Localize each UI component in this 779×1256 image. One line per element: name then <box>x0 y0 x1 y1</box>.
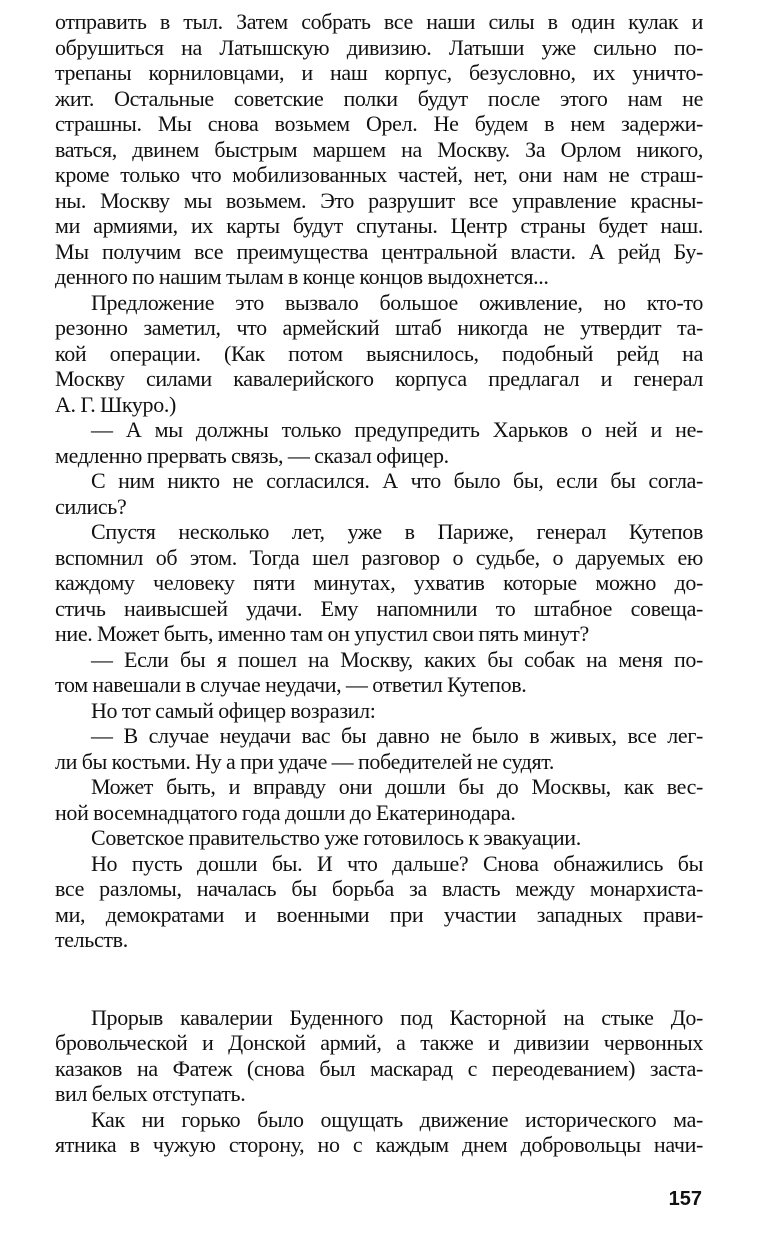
section-break <box>55 953 703 1005</box>
text-line: жит. Остальные советские полки будут после этого нам не <box>55 85 703 111</box>
text-line: Спустя несколько лет, уже в Париже, генерал Кутепов <box>91 519 703 544</box>
text-line: резонно заметил, что армейский штаб никогда не утвердит та- <box>55 315 703 340</box>
text-line: ние. Может быть, именно там он упустил свои пять минут? <box>55 621 589 646</box>
paragraph <box>55 9 703 290</box>
text-line: Мы получим все преимущества центральной власти. А рейд Бу- <box>55 238 703 264</box>
text-line: Советское правительство уже готовилось к эвакуации. <box>91 825 581 850</box>
text-line: ны. Москву мы возьмем. Это разрушит все управление красны- <box>55 187 703 213</box>
text-line: отправить в тыл. Затем собрать все наши силы в один кулак и <box>55 9 703 34</box>
text-line: ваться, двинем быстрым маршем на Москву. За Орлом никого, <box>55 136 703 162</box>
text-line: Предложение это вызвало большое оживление, но кто-то <box>91 289 703 315</box>
text-line: Москву силами кавалерийского корпуса предлагал и генерал <box>55 366 703 391</box>
text-line: ми армиями, их карты будут спутаны. Центр страны будет наш. <box>55 213 703 238</box>
text-line: вспомнил об этом. Тогда шел разговор о судьбе, о даруемых ею <box>55 544 703 570</box>
text-line: ятника в чужую сторону, но с каждым днем добровольцы начи- <box>55 1132 703 1157</box>
book-page-text <box>55 9 703 1158</box>
text-line: — Если бы я пошел на Москву, каких бы собак на меня по- <box>91 646 703 672</box>
paragraph <box>55 519 703 647</box>
text-line: Прорыв кавалерии Буденного под Касторной на стыке До- <box>91 1004 703 1030</box>
text-line: ной восемнадцатого года дошли до Екатеринодара. <box>55 799 516 825</box>
text-line: все разломы, началась бы борьба за власть между монархиста- <box>55 876 703 901</box>
text-line: С ним никто не согласился. А что было бы, если бы согла- <box>91 468 703 493</box>
text-line: стичь наивысшей удачи. Ему напомнили то штабное совеща- <box>55 595 703 621</box>
text-line: каждому человеку пяти минутах, ухватив которые можно до- <box>55 570 703 595</box>
text-line: тельств. <box>55 927 128 952</box>
text-line: бровольческой и Донской армий, а также и дивизии червонных <box>55 1030 703 1055</box>
text-line: Но пусть дошли бы. И что дальше? Снова обнажились бы <box>91 850 703 876</box>
page-number: 157 <box>668 1188 702 1210</box>
text-line: — В случае неудачи вас бы давно не было в живых, все лег- <box>91 723 703 748</box>
text-line: — А мы должны только предупредить Харьков о ней и не- <box>91 417 703 442</box>
paragraph <box>55 1005 703 1107</box>
text-line: том навешали в случае неудачи, — ответил Кутепов. <box>55 672 527 697</box>
text-line: медленно прервать связь, — сказал офицер. <box>55 442 449 468</box>
text-line: Как ни горько было ощущать движение исторического ма- <box>91 1106 703 1132</box>
text-line: кой операции. (Как потом выяснилось, подобный рейд на <box>55 340 703 366</box>
paragraph <box>55 851 703 953</box>
paragraph <box>55 290 703 418</box>
text-line: сились? <box>55 493 127 519</box>
paragraph <box>55 774 703 825</box>
paragraph <box>55 698 703 724</box>
text-section <box>55 1005 703 1158</box>
text-line: страшны. Мы снова возьмем Орел. Не будем в нем задержи- <box>55 111 703 136</box>
text-line: Но тот самый офицер возразил: <box>91 697 376 723</box>
text-line: трепаны корниловцами, и наш корпус, безусловно, их уничто- <box>55 60 703 85</box>
text-line: Может быть, и вправду они дошли бы до Москвы, как вес- <box>91 774 703 799</box>
text-line: ли бы костьми. Ну а при удаче — победителей не судят. <box>55 748 555 774</box>
text-line: ми, демократами и военными при участии западных прави- <box>55 901 703 927</box>
paragraph <box>55 723 703 774</box>
text-line: обрушиться на Латышскую дивизию. Латыши уже сильно по- <box>55 34 703 60</box>
text-line: казаков на Фатеж (снова был маскарад с переодеванием) заста- <box>55 1055 703 1081</box>
paragraph <box>55 647 703 698</box>
paragraph <box>55 417 703 468</box>
paragraph <box>55 825 703 851</box>
text-line: денного по нашим тылам в конце концов выдохнется... <box>55 264 549 289</box>
text-section <box>55 9 703 953</box>
text-line: кроме только что мобилизованных частей, нет, они нам не страш- <box>55 162 703 187</box>
paragraph <box>55 1107 703 1158</box>
text-line: вил белых отступать. <box>55 1081 246 1106</box>
text-line: А. Г. Шкуро.) <box>55 391 176 417</box>
paragraph <box>55 468 703 519</box>
